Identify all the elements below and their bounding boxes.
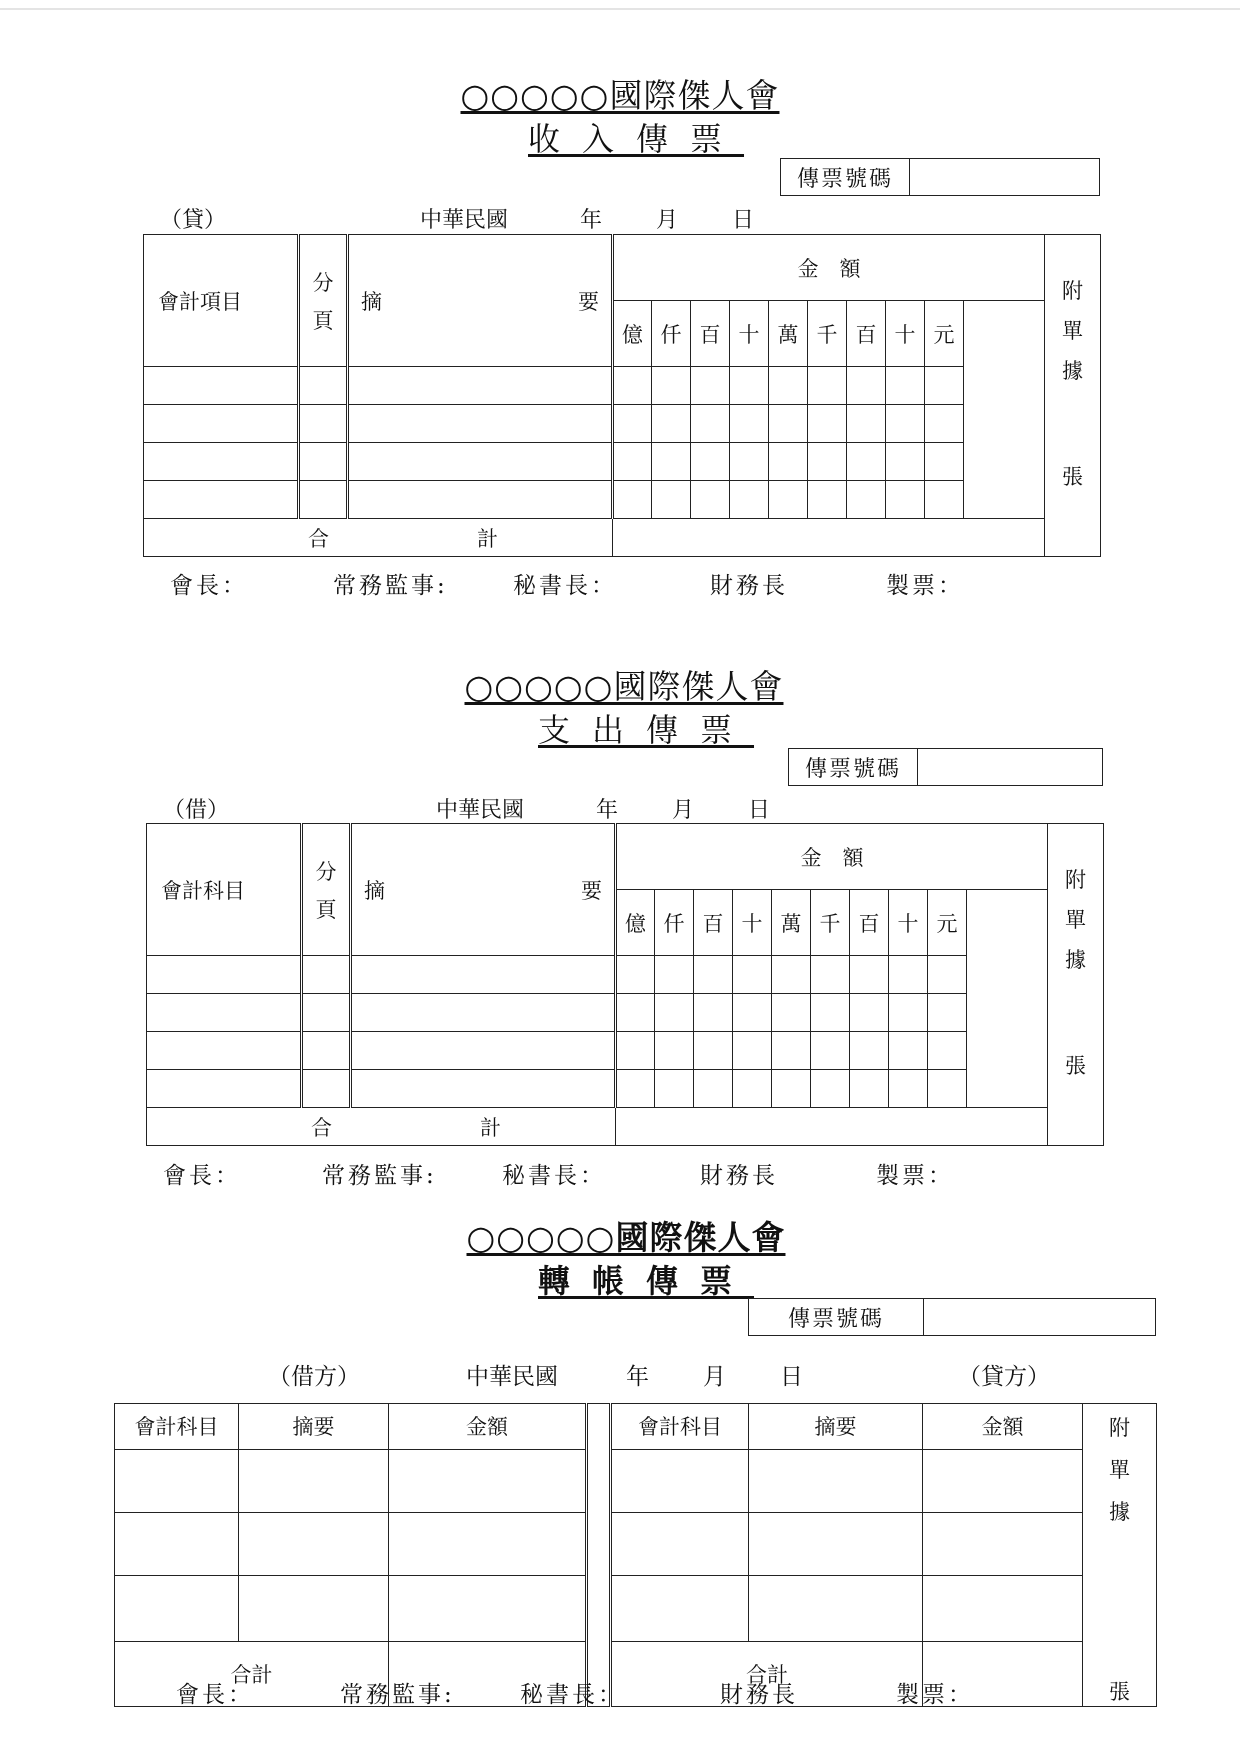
page-header: 分 頁 — [302, 824, 351, 956]
digit-header: 千 — [808, 301, 847, 367]
signature-secretary: 秘書長： — [502, 1163, 606, 1189]
credit-amount-header: 金額 — [923, 1404, 1083, 1450]
voucher-title: 轉帳傳票 — [538, 1262, 755, 1300]
signature-treasurer: 財務長 — [700, 1163, 778, 1189]
total-amount-field[interactable] — [616, 1108, 1048, 1146]
voucher-title: 支出傳票 — [538, 711, 755, 749]
date-day: 日 — [780, 1364, 803, 1390]
signature-preparer: 製票： — [896, 1682, 974, 1708]
signature-treasurer: 財務長 — [710, 573, 788, 599]
signature-treasurer: 財務長 — [720, 1682, 798, 1708]
signature-preparer: 製票： — [886, 573, 964, 599]
digit-header: 億 — [616, 890, 655, 956]
digit-header: 萬 — [772, 890, 811, 956]
signature-secretary: 秘書長： — [520, 1682, 624, 1708]
debit-amount-header: 金額 — [389, 1404, 587, 1450]
date-era: 中華民國 — [420, 208, 509, 233]
voucher-number-box — [748, 1298, 1156, 1336]
digit-header: 億 — [613, 301, 652, 367]
voucher-number-label: 傳票號碼 — [781, 159, 910, 195]
amount-header: 金 額 — [613, 235, 1045, 301]
amount-blank — [964, 301, 1045, 519]
entry-row[interactable] — [144, 367, 1101, 405]
org-name: ○○○○○國際傑人會 — [466, 1218, 786, 1257]
column-separator — [587, 1404, 611, 1707]
total-label: 合 計 — [144, 519, 613, 557]
signature-supervisor: 常務監事: — [340, 1682, 455, 1708]
date-month: 月 — [672, 798, 695, 823]
entry-row[interactable] — [147, 956, 1104, 994]
entry-row[interactable] — [147, 994, 1104, 1032]
side-label: （貸） — [160, 208, 227, 233]
entry-row[interactable] — [147, 1032, 1104, 1070]
summary-header: 摘 要 — [348, 235, 613, 367]
voucher-number-label: 傳票號碼 — [789, 749, 918, 785]
signature-supervisor: 常務監事: — [322, 1163, 437, 1189]
date-day: 日 — [748, 798, 771, 823]
date-year: 年 — [626, 1364, 649, 1390]
entry-row[interactable] — [115, 1449, 1157, 1512]
attachment-cell: 附 單 據 張 — [1048, 824, 1104, 1146]
org-name: ○○○○○國際傑人會 — [460, 76, 780, 115]
digit-header: 元 — [925, 301, 964, 367]
digit-header: 仟 — [655, 890, 694, 956]
signature-secretary: 秘書長： — [513, 573, 617, 599]
voucher-number-box — [780, 158, 1100, 196]
account-header: 會計項目 — [144, 235, 299, 367]
digit-header: 百 — [694, 890, 733, 956]
digit-header: 仟 — [652, 301, 691, 367]
summary-header: 摘 要 — [351, 824, 616, 956]
debit-summary-header: 摘要 — [239, 1404, 389, 1450]
entry-row[interactable] — [147, 1070, 1104, 1108]
credit-total-label: 合計 — [611, 1641, 923, 1706]
date-month: 月 — [703, 1364, 726, 1390]
date-month: 月 — [656, 208, 679, 233]
digit-header: 百 — [691, 301, 730, 367]
signature-supervisor: 常務監事: — [333, 573, 448, 599]
debit-side-label: （借方） — [268, 1364, 360, 1390]
digit-header: 十 — [889, 890, 928, 956]
voucher-number-box — [788, 748, 1103, 786]
credit-summary-header: 摘要 — [749, 1404, 923, 1450]
side-label: （借） — [163, 798, 230, 823]
date-era: 中華民國 — [466, 1364, 558, 1390]
digit-header: 百 — [850, 890, 889, 956]
voucher-number-field[interactable] — [910, 159, 1099, 195]
signature-preparer: 製票： — [876, 1163, 954, 1189]
income-voucher-table — [143, 234, 1101, 557]
voucher-number-field[interactable] — [924, 1299, 1155, 1335]
voucher-title: 收入傳票 — [528, 120, 745, 158]
total-label: 合 計 — [147, 1108, 616, 1146]
expense-voucher-table — [146, 823, 1104, 1146]
debit-total-label: 合計 — [115, 1641, 389, 1706]
scan-edge-line — [0, 8, 1240, 10]
signature-president: 會長： — [176, 1682, 254, 1708]
digit-header: 十 — [730, 301, 769, 367]
credit-account-header: 會計科目 — [611, 1404, 749, 1450]
entry-row[interactable] — [115, 1513, 1157, 1576]
date-day: 日 — [732, 208, 755, 233]
voucher-number-field[interactable] — [918, 749, 1102, 785]
credit-side-label: （貸方） — [958, 1364, 1050, 1390]
account-header: 會計科目 — [147, 824, 302, 956]
transfer-voucher-table — [114, 1403, 1157, 1707]
digit-header: 千 — [811, 890, 850, 956]
entry-row[interactable] — [144, 481, 1101, 519]
date-era: 中華民國 — [436, 798, 525, 823]
attachment-cell: 附 單 據 張 — [1045, 235, 1101, 557]
digit-header: 十 — [886, 301, 925, 367]
org-name: ○○○○○國際傑人會 — [464, 667, 784, 706]
voucher-number-label: 傳票號碼 — [749, 1299, 924, 1335]
date-year: 年 — [580, 208, 603, 233]
digit-header: 萬 — [769, 301, 808, 367]
digit-header: 元 — [928, 890, 967, 956]
signature-president: 會長： — [170, 573, 248, 599]
total-amount-field[interactable] — [613, 519, 1045, 557]
digit-header: 十 — [733, 890, 772, 956]
entry-row[interactable] — [144, 405, 1101, 443]
amount-header: 金 額 — [616, 824, 1048, 890]
debit-account-header: 會計科目 — [115, 1404, 239, 1450]
entry-row[interactable] — [115, 1576, 1157, 1641]
page-header: 分 頁 — [299, 235, 348, 367]
amount-blank — [967, 890, 1048, 1108]
entry-row[interactable] — [144, 443, 1101, 481]
attachment-cell: 附 單 據 張 — [1083, 1404, 1157, 1707]
digit-header: 百 — [847, 301, 886, 367]
signature-president: 會長： — [163, 1163, 241, 1189]
date-year: 年 — [596, 798, 619, 823]
